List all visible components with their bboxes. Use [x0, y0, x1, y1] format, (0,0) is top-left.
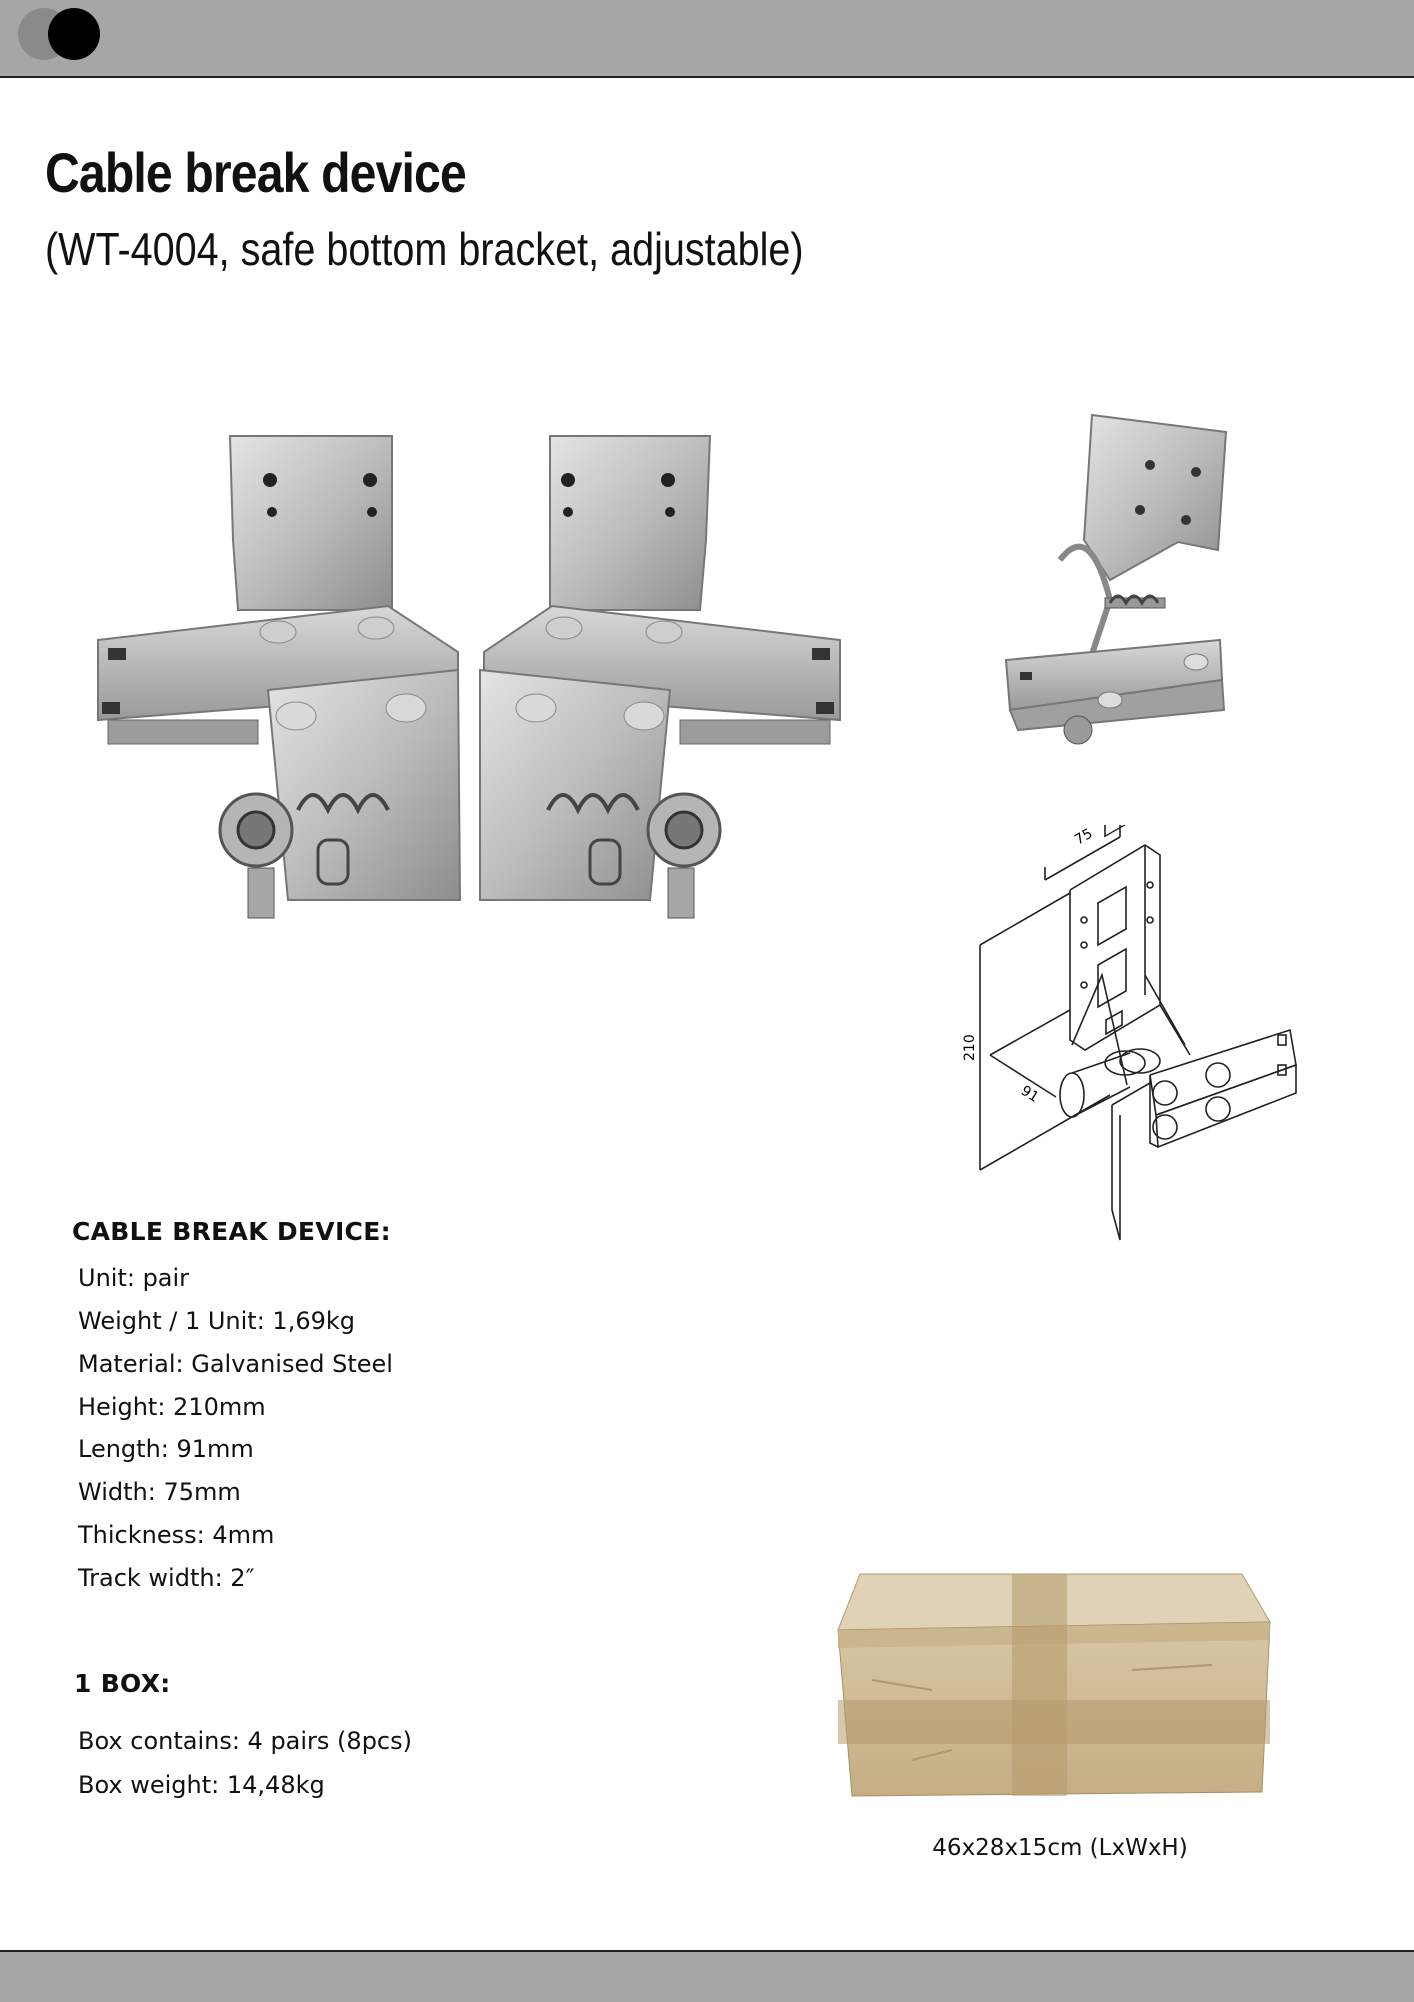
spec-material: Material: Galvanised Steel: [78, 1350, 393, 1378]
top-bar: [0, 0, 1414, 78]
spec-thickness: Thickness: 4mm: [78, 1521, 275, 1549]
spec-height: Height: 210mm: [78, 1393, 266, 1421]
spec-unit: Unit: pair: [78, 1264, 190, 1292]
dimension-height: 210: [962, 1034, 978, 1061]
spec-weight: Weight / 1 Unit: 1,69kg: [78, 1307, 355, 1335]
box-weight: Box weight: 14,48kg: [78, 1771, 325, 1799]
box-dimensions-caption: 46x28x15cm (LxWxH): [932, 1835, 1188, 1861]
spec-width: Width: 75mm: [78, 1478, 241, 1506]
specs-heading: CABLE BREAK DEVICE:: [72, 1217, 391, 1246]
box-contains: Box contains: 4 pairs (8pcs): [78, 1727, 412, 1755]
product-photo-angled: [1000, 410, 1240, 750]
page-title: Cable break device: [45, 141, 466, 204]
product-photo-pair: [88, 430, 858, 940]
box-heading: 1 BOX:: [74, 1669, 171, 1698]
spec-length: Length: 91mm: [78, 1435, 254, 1463]
dimension-width: 75: [1072, 825, 1096, 849]
dimension-length: 91: [1017, 1082, 1042, 1106]
two-circles-logo-icon: [18, 6, 108, 62]
page-subtitle: (WT-4004, safe bottom bracket, adjustable): [45, 223, 804, 275]
technical-drawing: [960, 825, 1310, 1250]
spec-track-width: Track width: 2″: [78, 1564, 255, 1592]
bottom-bar: [0, 1950, 1414, 2002]
box-photo: [832, 1570, 1272, 1805]
